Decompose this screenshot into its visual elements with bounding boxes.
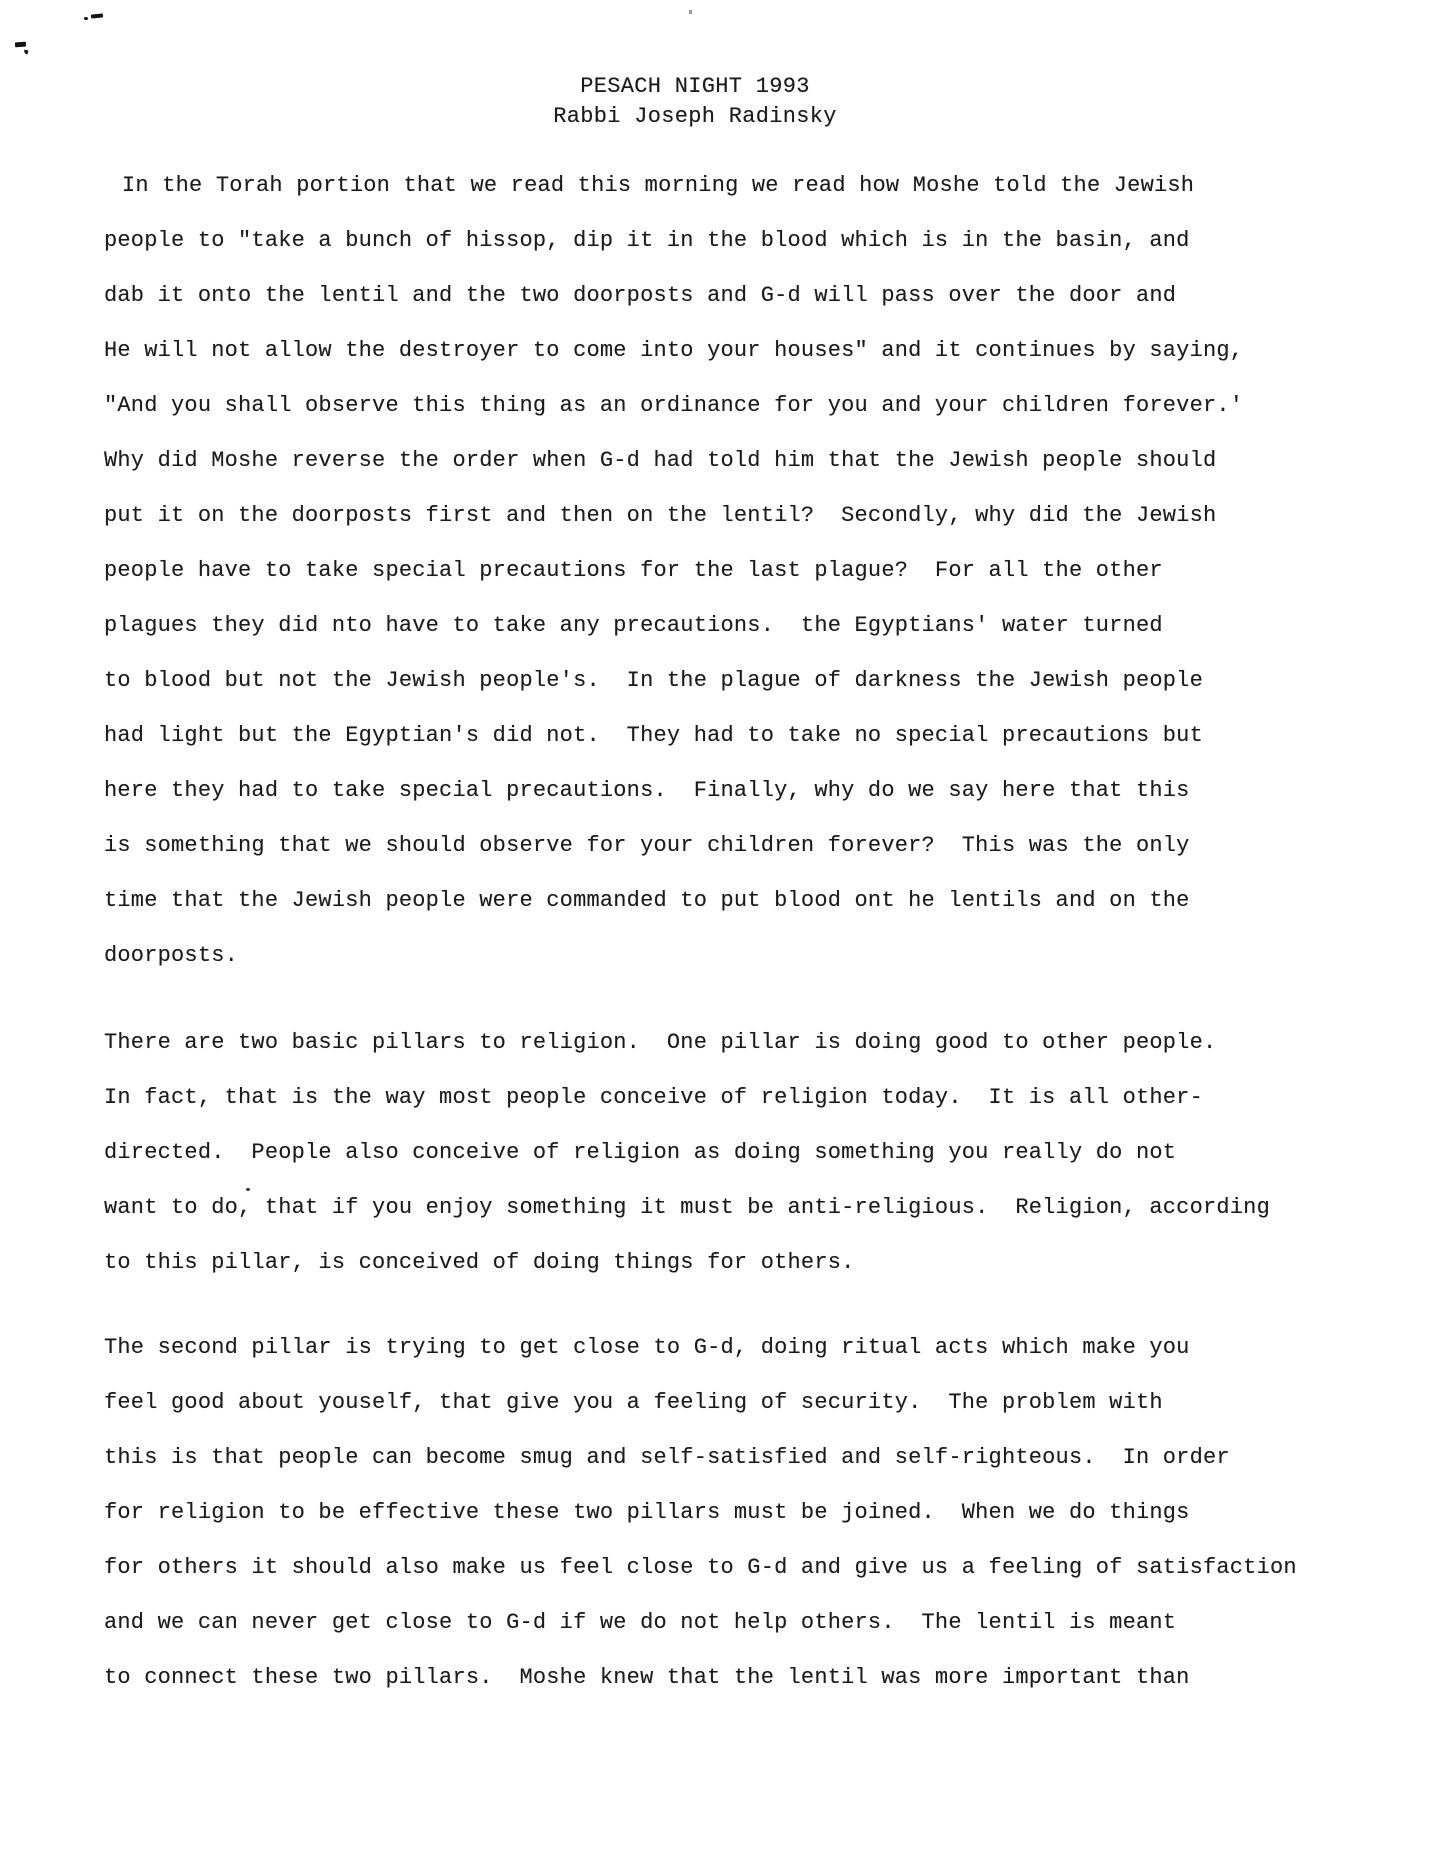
text-line: and we can never get close to G-d if we do not help others. The lentil is meant	[104, 1610, 1177, 1635]
text-line: to this pillar, is conceived of doing things for others.	[104, 1250, 855, 1275]
document-header	[60, 72, 1330, 132]
text-line: dab it onto the lentil and the two doorposts and G-d will pass over the door and	[104, 283, 1177, 308]
text-line: The second pillar is trying to get close to G-d, doing ritual acts which make you	[104, 1335, 1190, 1360]
document-author: Rabbi Joseph Radinsky	[553, 104, 837, 129]
document-title: PESACH NIGHT 1993	[580, 74, 810, 99]
text-line: In the Torah portion that we read this morning we read how Moshe told the Jewish	[122, 173, 1195, 198]
paragraph-3	[104, 1320, 1374, 1705]
text-line: In fact, that is the way most people conceive of religion today. It is all other-	[104, 1085, 1203, 1110]
text-line: had light but the Egyptian's did not. They had to take no special precautions but	[104, 723, 1203, 748]
text-line: for others it should also make us feel close to G-d and give us a feeling of satisfaction	[104, 1555, 1297, 1580]
text-line: There are two basic pillars to religion. One pillar is doing good to other people.	[104, 1030, 1217, 1055]
text-line: people to "take a bunch of hissop, dip it in the blood which is in the basin, and	[104, 228, 1190, 253]
text-line: put it on the doorposts first and then on the lentil? Secondly, why did the Jewish	[104, 503, 1217, 528]
text-line: is something that we should observe for your children forever? This was the only	[104, 833, 1190, 858]
text-line: directed. People also conceive of religion as doing something you really do not	[104, 1140, 1177, 1165]
text-line: Why did Moshe reverse the order when G-d had told him that the Jewish people should	[104, 448, 1217, 473]
text-line: to connect these two pillars. Moshe knew that the lentil was more important than	[104, 1665, 1190, 1690]
text-line: feel good about youself, that give you a feeling of security. The problem with	[104, 1390, 1163, 1415]
text-line: "And you shall observe this thing as an ordinance for you and your children forever.'	[104, 393, 1244, 418]
text-line: to blood but not the Jewish people's. In the plague of darkness the Jewish people	[104, 668, 1203, 693]
text-line: for religion to be effective these two pillars must be joined. When we do things	[104, 1500, 1190, 1525]
text-line: want to do, that if you enjoy something it must be anti-religious. Religion, according	[104, 1195, 1270, 1220]
text-line: here they had to take special precautions. Finally, why do we say here that this	[104, 778, 1190, 803]
text-line: time that the Jewish people were commanded to put blood ont he lentils and on the	[104, 888, 1190, 913]
text-line: people have to take special precautions for the last plague? For all the other	[104, 558, 1163, 583]
text-line: plagues they did nto have to take any precautions. the Egyptians' water turned	[104, 613, 1163, 638]
text-line: doorposts.	[104, 943, 239, 968]
paragraph-1	[104, 158, 1374, 983]
text-line: He will not allow the destroyer to come into your houses" and it continues by saying,	[104, 338, 1244, 363]
text-line: this is that people can become smug and self-satisfied and self-righteous. In order	[104, 1445, 1230, 1470]
paragraph-2	[104, 1015, 1374, 1290]
